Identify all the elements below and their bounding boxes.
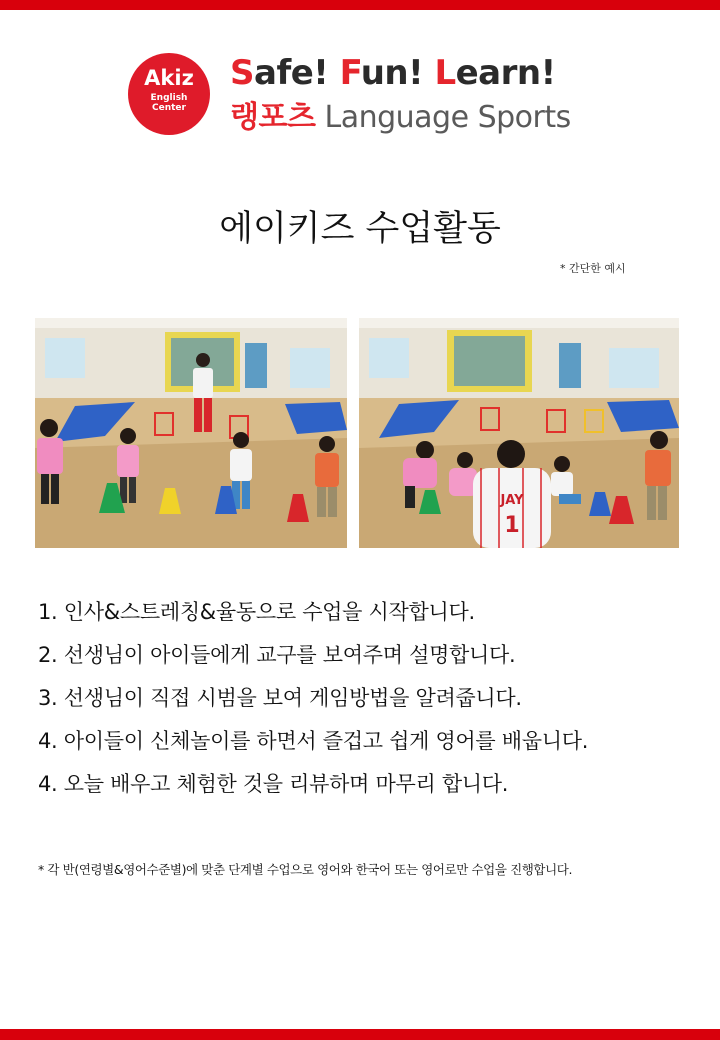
brand-korean: 랭포츠 [230,100,316,135]
slogan-afe: afe! [254,53,340,93]
step-item: 3. 선생님이 직접 시범을 보여 게임방법을 알려줍니다. [38,686,522,710]
class-photo-2 [359,318,679,548]
step-item: 2. 선생님이 아이들에게 교구를 보여주며 설명합니다. [38,643,516,667]
activity-steps [38,598,708,813]
step-item: 4. 오늘 배우고 체험한 것을 리뷰하며 마무리 합니다. [38,772,509,796]
slogan-f: F [339,53,361,93]
svg-text:1: 1 [504,513,520,538]
class-photo-1-illustration [35,318,347,548]
bottom-red-bar [0,1029,720,1040]
logo-main-text: Akiz [144,66,194,90]
slogan-l: L [434,53,456,93]
step-item: 1. 인사&스트레칭&율동으로 수업을 시작합니다. [38,600,475,624]
class-photo-1 [35,318,347,548]
jersey-name: JAY [500,493,524,508]
logo-sub-center: Center [152,103,186,113]
top-red-bar [0,0,720,10]
brand-line [230,99,610,137]
slogan-s: S [230,53,254,93]
step-item: 4. 아이들이 신체놀이를 하면서 즐겁고 쉽게 영어를 배웁니다. [38,729,589,753]
slogan [230,51,610,95]
class-photo-2-illustration [359,318,679,548]
example-note: * 간단한 예시 [560,262,626,275]
slogan-un: un! [360,53,435,93]
akiz-logo [128,53,210,135]
logo-sub-english: English [150,93,188,103]
class-footnote: * 각 반(연령별&영어수준별)에 맞춘 단계별 수업으로 영어와 한국어 또는 영어로만 수업을 진행합니다. [38,862,573,877]
brand-english: Language Sports [324,100,571,135]
page-title: 에이키즈 수업활동 [219,209,501,249]
slogan-earn: earn! [455,53,556,93]
